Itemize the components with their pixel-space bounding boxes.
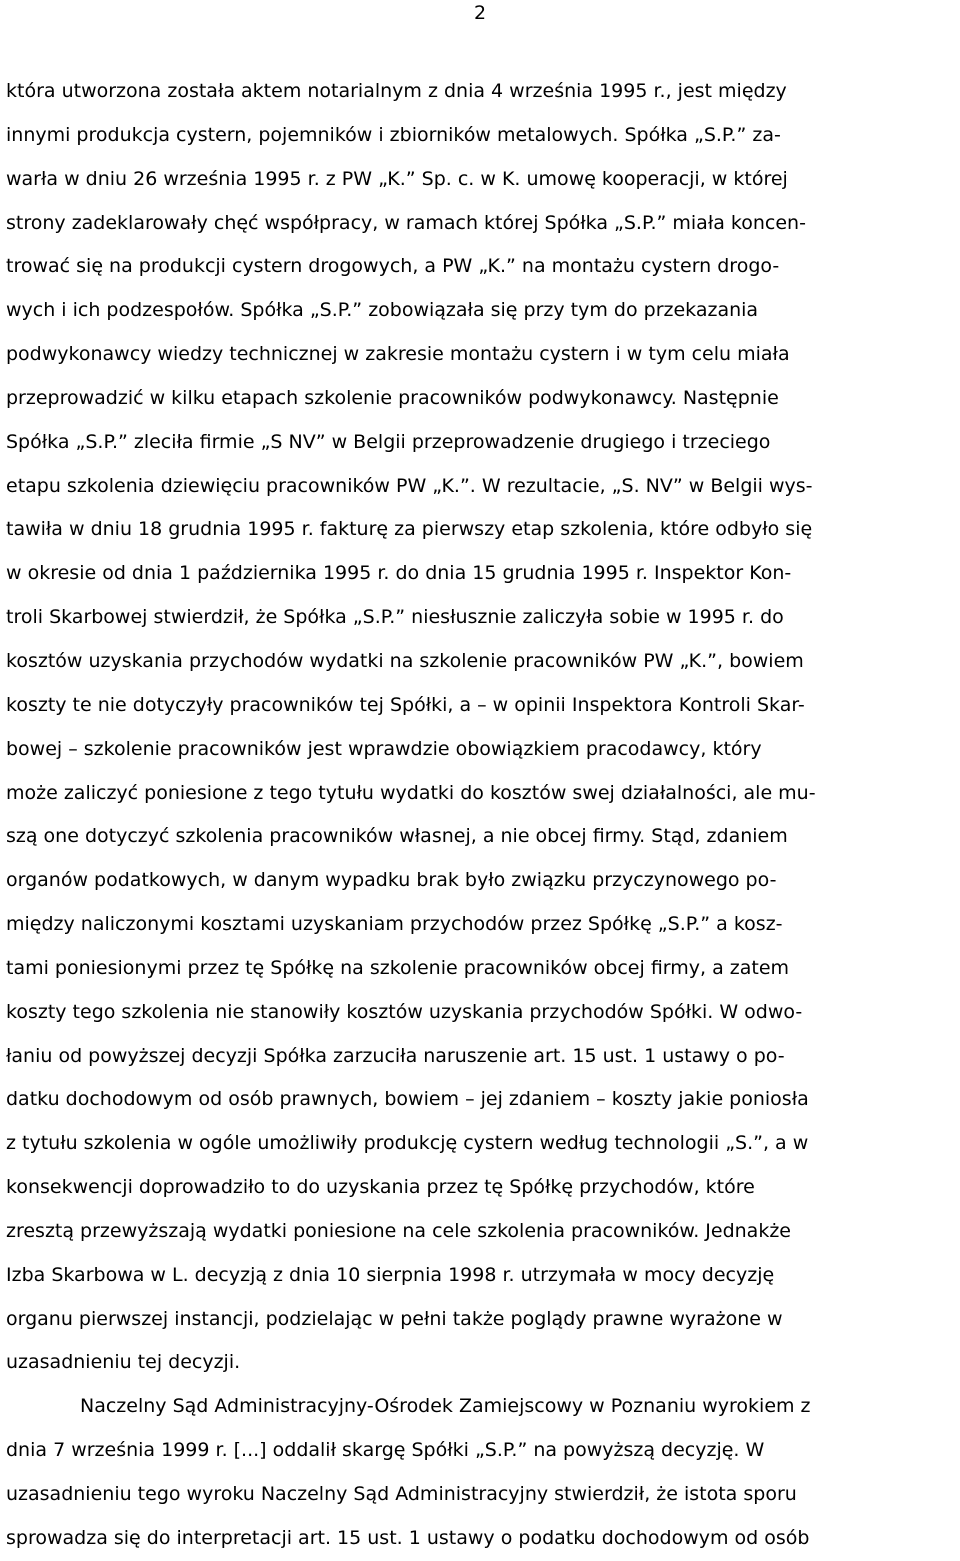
text-line: uzasadnieniu tego wyroku Naczelny Sąd Administracyjny stwierdził, że istota sporu (6, 1483, 797, 1505)
text-line: etapu szkolenia dziewięciu pracowników PW „K.”. W rezultacie, „S. NV” w Belgii wys- (6, 474, 813, 497)
text-line: troli Skarbowej stwierdził, że Spółka „S.P.” niesłusznie zaliczyła sobie w 1995 r. do (6, 606, 784, 629)
paragraph-2 (6, 1385, 956, 1560)
text-line: Izba Skarbowa w L. decyzją z dnia 10 sierpnia 1998 r. utrzymała w mocy decyzję (6, 1263, 775, 1286)
text-line: dnia 7 września 1999 r. [...] oddalił skargę Spółki „S.P.” na powyższą decyzję. W (6, 1439, 765, 1462)
text-line: z tytułu szkolenia w ogóle umożliwiły produkcję cystern według technologii „S.”, a w (6, 1132, 809, 1155)
text-line: konsekwencji doprowadziło to do uzyskania przez tę Spółkę przychodów, które (6, 1176, 755, 1199)
text-line: sprowadza się do interpretacji art. 15 ust. 1 ustawy o podatku dochodowym od osób (6, 1526, 810, 1549)
paragraph-1 (6, 70, 956, 1385)
text-line: koszty te nie dotyczyły pracowników tej Spółki, a – w opinii Inspektora Kontroli Skar- (6, 693, 805, 716)
text-line: bowej – szkolenie pracowników jest wprawdzie obowiązkiem pracodawcy, który (6, 737, 762, 760)
text-line: koszty tego szkolenia nie stanowiły kosztów uzyskania przychodów Spółki. W odwo- (6, 1000, 803, 1023)
text-line: datku dochodowym od osób prawnych, bowiem – jej zdaniem – koszty jakie poniosła (6, 1088, 809, 1111)
text-line: która utworzona została aktem notarialnym z dnia 4 września 1995 r., jest między (6, 80, 787, 102)
text-line: tami poniesionymi przez tę Spółkę na szkolenie pracowników obcej firmy, a zatem (6, 956, 790, 979)
text-line: przeprowadzić w kilku etapach szkolenie pracowników podwykonawcy. Następnie (6, 386, 779, 409)
text-line: szą one dotyczyć szkolenia pracowników własnej, a nie obcej firmy. Stąd, zdaniem (6, 825, 788, 848)
text-line: tawiła w dniu 18 grudnia 1995 r. fakturę za pierwszy etap szkolenia, które odbyło się (6, 518, 813, 541)
text-line: może zaliczyć poniesione z tego tytułu wydatki do kosztów swej działalności, ale mu- (6, 781, 816, 804)
text-line: warła w dniu 26 września 1995 r. z PW „K.” Sp. c. w K. umowę kooperacji, w której (6, 167, 788, 190)
text-line: trować się na produkcji cystern drogowych, a PW „K.” na montażu cystern drogo- (6, 255, 780, 278)
text-line: podwykonawcy wiedzy technicznej w zakresie montażu cystern i w tym celu miała (6, 343, 790, 366)
text-line: kosztów uzyskania przychodów wydatki na szkolenie pracowników PW „K.”, bowiem (6, 649, 804, 672)
text-line: organu pierwszej instancji, podzielając w pełni także poglądy prawne wyrażone w (6, 1307, 783, 1330)
document-body (6, 70, 956, 1561)
text-line: między naliczonymi kosztami uzyskaniam przychodów przez Spółkę „S.P.” a kosz- (6, 913, 783, 936)
text-line: zresztą przewyższają wydatki poniesione na cele szkolenia pracowników. Jednakże (6, 1219, 791, 1242)
text-line: Naczelny Sąd Administracyjny-Ośrodek Zamiejscowy w Poznaniu wyrokiem z (80, 1395, 811, 1418)
text-line: uzasadnieniu tej decyzji. (6, 1351, 241, 1374)
text-line: Spółka „S.P.” zleciła firmie „S NV” w Belgii przeprowadzenie drugiego i trzeciego (6, 430, 771, 453)
text-line: organów podatkowych, w danym wypadku brak było związku przyczynowego po- (6, 869, 777, 892)
text-line: w okresie od dnia 1 października 1995 r. do dnia 15 grudnia 1995 r. Inspektor Kon- (6, 562, 792, 585)
text-line: wych i ich podzespołów. Spółka „S.P.” zobowiązała się przy tym do przekazania (6, 299, 759, 322)
text-line: łaniu od powyższej decyzji Spółka zarzuciła naruszenie art. 15 ust. 1 ustawy o po- (6, 1044, 785, 1067)
page-number: 2 (474, 2, 487, 24)
text-line: strony zadeklarowały chęć współpracy, w ramach której Spółka „S.P.” miała koncen- (6, 211, 806, 234)
text-line: innymi produkcja cystern, pojemników i zbiorników metalowych. Spółka „S.P.” za- (6, 123, 781, 146)
